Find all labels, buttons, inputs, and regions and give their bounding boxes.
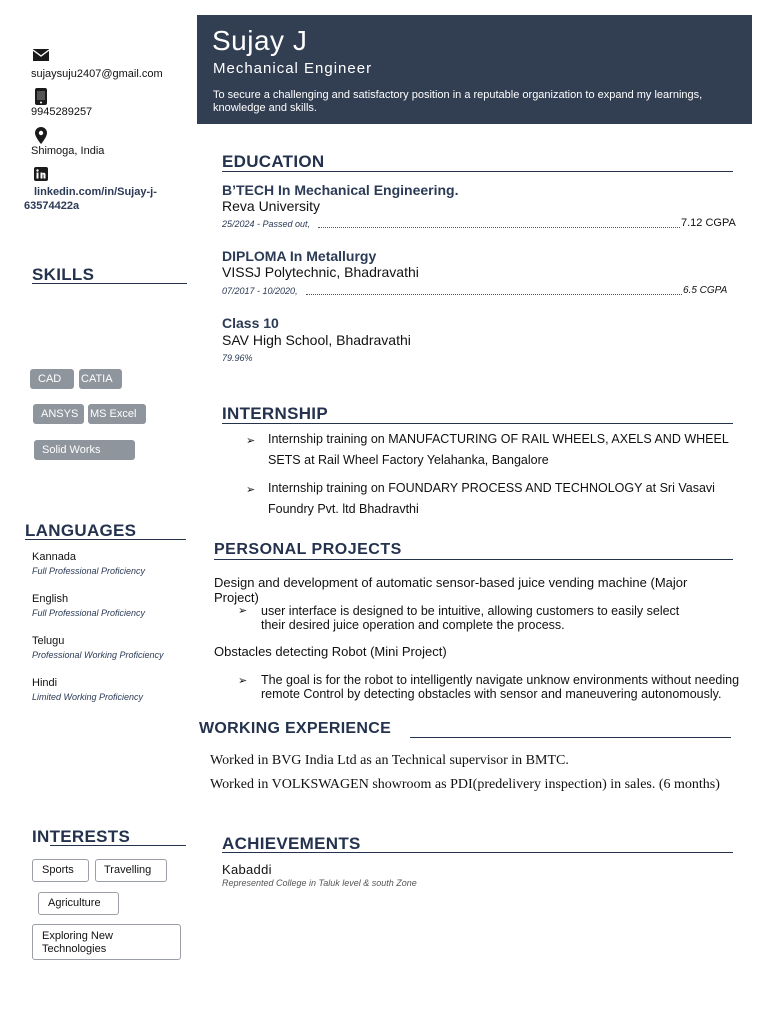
- education-dates: 07/2017 - 10/2020,: [222, 286, 298, 296]
- skill-pill-ms-excel: MS Excel: [88, 404, 146, 424]
- language-name: Hindi: [32, 677, 58, 689]
- language-name: Telugu: [32, 635, 65, 647]
- internship-line: Foundry Pvt. ltd Bhadravthi: [268, 502, 419, 516]
- project-description: [261, 673, 739, 701]
- language-level: Professional Working Proficiency: [32, 650, 164, 660]
- internship-line: Internship training on MANUFACTURING OF RAIL WHEELS, AXELS AND WHEEL: [268, 432, 729, 446]
- project-title-mini: Obstacles detecting Robot (Mini Project): [214, 644, 447, 659]
- interest-line: Technologies: [42, 943, 107, 955]
- email-text[interactable]: sujaysuju2407@gmail.com: [31, 68, 163, 80]
- experience-item: Worked in BVG India Ltd as an Technical supervisor in BMTC.: [210, 753, 569, 768]
- education-divider: [222, 171, 733, 172]
- internship-line: Internship training on FOUNDARY PROCESS AND TECHNOLOGY at Sri Vasavi: [268, 481, 715, 495]
- project-title-line: Project): [214, 590, 259, 605]
- achievement-title: Kabaddi: [222, 862, 272, 877]
- project-description-line: their desired juice operation and complete the process.: [261, 618, 565, 632]
- skill-pill-cad: CAD: [30, 369, 74, 389]
- header-banner: [197, 15, 752, 124]
- internship-divider: [222, 423, 733, 424]
- candidate-name: Sujay J: [212, 25, 308, 56]
- languages-heading: LANGUAGES: [25, 521, 137, 540]
- language-name: Kannada: [32, 551, 77, 563]
- language-level: Full Professional Proficiency: [32, 566, 146, 576]
- language-level: Limited Working Proficiency: [32, 692, 144, 702]
- dotted-leader: [306, 294, 682, 295]
- interests-heading: INTERESTS: [32, 827, 131, 846]
- skills-heading: SKILLS: [32, 265, 95, 284]
- project-title-line: Design and development of automatic sensor-based juice vending machine (Major: [214, 575, 688, 590]
- language-name: English: [32, 593, 69, 605]
- experience-item: Worked in VOLKSWAGEN showroom as PDI(predelivery inspection) in sales. (6 months): [210, 777, 720, 792]
- project-description: [261, 604, 679, 632]
- achievements-divider: [222, 852, 733, 853]
- internship-item: [268, 429, 729, 471]
- project-description-line: user interface is designed to be intuitive, allowing customers to easily select: [261, 604, 680, 618]
- education-grade: 7.12 CGPA: [681, 217, 736, 229]
- bullet-arrow-icon: ➢: [238, 675, 248, 687]
- skill-pill-catia: CATIA: [79, 369, 122, 389]
- skill-pill-solid-works: Solid Works: [34, 440, 135, 460]
- linkedin-link-line2[interactable]: 63574422a: [24, 200, 80, 212]
- dotted-leader: [318, 227, 680, 228]
- languages-divider: [25, 539, 186, 540]
- linkedin-icon: [34, 167, 48, 186]
- project-title-major: [214, 575, 687, 605]
- education-dates: 25/2024 - Passed out,: [222, 219, 311, 229]
- degree-title: Class 10: [222, 315, 279, 331]
- achievement-detail: Represented College in Taluk level & south Zone: [222, 878, 417, 888]
- project-description-line: remote Control by detecting obstacles with sensor and maneuvering autonomously.: [261, 687, 722, 701]
- linkedin-link-line1[interactable]: linkedin.com/in/Sujay-j-: [34, 186, 157, 198]
- bullet-arrow-icon: ➢: [246, 484, 256, 496]
- interest-tag-agriculture: Agriculture: [38, 892, 119, 915]
- degree-title: B’TECH In Mechanical Engineering.: [222, 182, 459, 198]
- internship-item: [268, 478, 715, 520]
- bullet-arrow-icon: ➢: [246, 435, 256, 447]
- experience-divider: [410, 737, 731, 738]
- achievements-heading: ACHIEVEMENTS: [222, 834, 361, 853]
- interest-tag-sports: Sports: [32, 859, 89, 882]
- institution-name: SAV High School, Bhadravathi: [222, 332, 411, 348]
- internship-heading: INTERNSHIP: [222, 404, 328, 423]
- interest-tag-travelling: Travelling: [95, 859, 167, 882]
- internship-line: SETS at Rail Wheel Factory Yelahanka, Bangalore: [268, 453, 549, 467]
- location-text: Shimoga, India: [31, 145, 105, 157]
- education-heading: EDUCATION: [222, 152, 325, 171]
- interests-divider: [50, 845, 186, 846]
- phone-text: 9945289257: [31, 106, 93, 118]
- interest-line: Exploring New: [42, 930, 113, 942]
- projects-heading: PERSONAL PROJECTS: [214, 541, 402, 558]
- objective-text: To secure a challenging and satisfactory position in a reputable organization to expand my learnings, knowledge and skills.: [213, 89, 703, 114]
- institution-name: Reva University: [222, 198, 321, 214]
- project-description-line: The goal is for the robot to intelligently navigate unknow environments without needing: [261, 673, 740, 687]
- institution-name: VISSJ Polytechnic, Bhadravathi: [222, 264, 419, 280]
- projects-divider: [214, 559, 733, 560]
- skills-divider: [32, 283, 187, 284]
- education-grade: 6.5 CGPA: [683, 285, 728, 296]
- skill-pill-ansys: ANSYS: [33, 404, 84, 424]
- interest-tag-exploring-technologies: [32, 924, 181, 960]
- experience-heading: WORKING EXPERIENCE: [199, 720, 392, 737]
- email-icon: [33, 48, 49, 67]
- degree-title: DIPLOMA In Metallurgy: [222, 248, 377, 264]
- candidate-role: Mechanical Engineer: [213, 60, 373, 77]
- bullet-arrow-icon: ➢: [238, 605, 248, 617]
- education-score: 79.96%: [222, 353, 253, 363]
- language-level: Full Professional Proficiency: [32, 608, 146, 618]
